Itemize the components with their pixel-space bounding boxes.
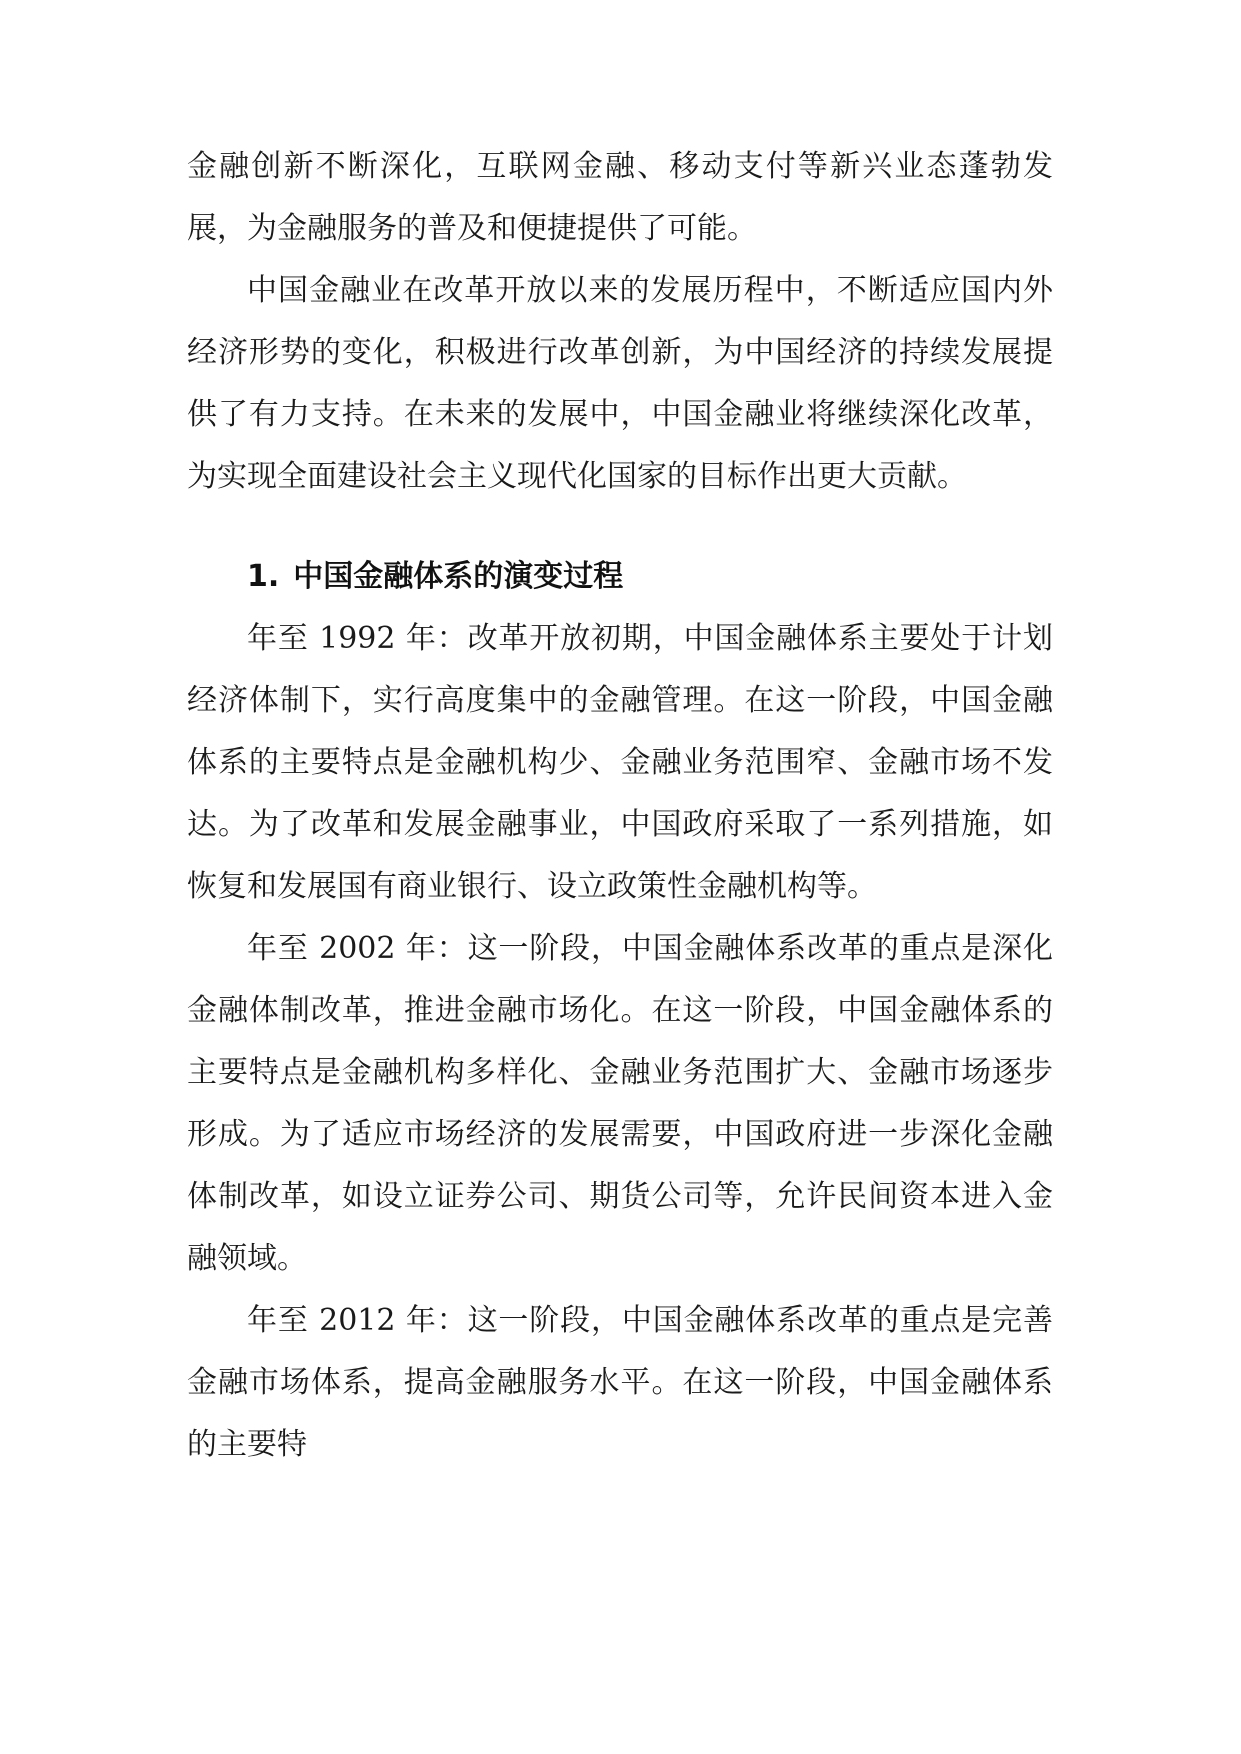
paragraph-continued: 金融创新不断深化，互联网金融、移动支付等新兴业态蓬勃发展，为金融服务的普及和便捷提供了可能。: [187, 149, 1053, 246]
paragraph-summary: 中国金融业在改革开放以来的发展历程中，不断适应国内外经济形势的变化，积极进行改革创新，为中国经济的持续发展提供了有力支持。在未来的发展中，中国金融业将继续深化改革，为实现全面建设社会主义现代化国家的目标作出更大贡献。: [187, 273, 1053, 494]
document-body: [187, 136, 1053, 1476]
paragraph-stage-2012: 年至 2012 年：这一阶段，中国金融体系改革的重点是完善金融市场体系，提高金融服务水平。在这一阶段，中国金融体系的主要特: [187, 1303, 1053, 1462]
section-heading: [187, 546, 1053, 608]
paragraph-stage-2002: 年至 2002 年：这一阶段，中国金融体系改革的重点是深化金融体制改革，推进金融市场化。在这一阶段，中国金融体系的主要特点是金融机构多样化、金融业务范围扩大、金融市场逐步形成。为了适应市场经济的发展需要，中国政府进一步深化金融体制改革，如设立证券公司、期货公司等，允许民间资本进入金融领域。: [187, 931, 1053, 1276]
paragraph-stage-1992: 年至 1992 年：改革开放初期，中国金融体系主要处于计划经济体制下，实行高度集中的金融管理。在这一阶段，中国金融体系的主要特点是金融机构少、金融业务范围窄、金融市场不发达。为了改革和发展金融事业，中国政府采取了一系列措施，如恢复和发展国有商业银行、设立政策性金融机构等。: [187, 621, 1053, 904]
section-title: 中国金融体系的演变过程: [293, 559, 624, 594]
section-number: 1.: [247, 559, 280, 594]
